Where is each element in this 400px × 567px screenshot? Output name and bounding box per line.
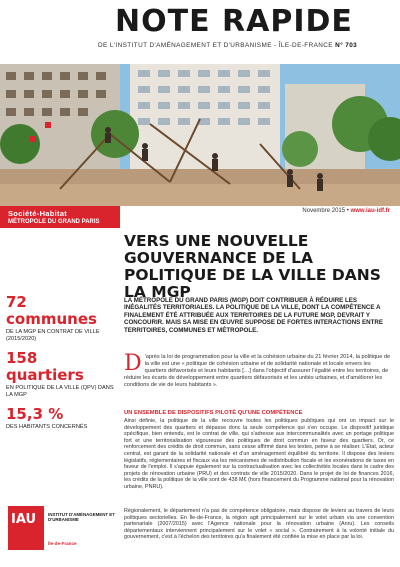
iau-logo — [8, 506, 120, 562]
playground-photo-illustration — [0, 64, 400, 206]
logo-institute-name: INSTITUT D'AMÉNAGEMENT ET D'URBANISME — [48, 512, 115, 523]
key-figure-value: 72 communes — [6, 293, 97, 328]
intro-paragraph — [124, 351, 394, 389]
theme-label: Société-Habitat — [8, 209, 68, 218]
intro-text: 'après la loi de programmation pour la ville et la cohésion urbaine du 21 février 2014, la politique de la ville est une « politique de cohésion urbaine et de solidarité nationale et locale envers les quartiers défavorisés et leurs habitants […] dans l'objectif d'assurer l'égalité entre les territoires, de réduire les écarts de développement entre quartiers défavorisés et les unités urbaines, et d'améliorer les conditions de vie de leurs habitants ». — [124, 354, 391, 388]
publication-title: NOTE RAPIDE — [115, 4, 353, 39]
subtheme-label: MÉTROPOLE DU GRAND PARIS — [8, 219, 100, 225]
key-figure — [6, 294, 118, 342]
date-text: Novembre 2015 — [302, 208, 346, 214]
key-figures — [6, 294, 118, 439]
logo-mark-text: IAU — [11, 512, 37, 527]
logo-mark — [8, 506, 44, 550]
article-headline: VERS UNE NOUVELLE GOUVERNANCE DE LA POLITIQUE DE LA VILLE DANS LA MGP — [124, 232, 381, 301]
key-figure-value: 15,3 % — [6, 405, 64, 424]
masthead — [0, 0, 400, 64]
key-figure-caption: DES HABITANTS CONCERNÉS — [6, 424, 88, 431]
key-figure-caption: DE LA MGP EN CONTRAT DE VILLE (2015/2020) — [6, 329, 100, 342]
subtitle-text: DE L'INSTITUT D'AMÉNAGEMENT ET D'URBANISME - ÎLE-DE-FRANCE — [98, 42, 333, 49]
cover-photo — [0, 64, 400, 206]
publication-subtitle — [98, 42, 398, 49]
key-figure-caption: EN POLITIQUE DE LA VILLE (QPV) DANS LA MGP — [6, 385, 114, 398]
key-figure — [6, 406, 118, 431]
key-figure — [6, 350, 118, 398]
body-paragraph: Ainsi définie, la politique de la ville recouvre toutes les politiques publiques qui ont un impact sur le développement des quartiers et dépasse donc la seule compétence qui s'en occupe. Le dispositif juridique spécifique, bien entendu, est le contrat de ville, qui s'adresse aux intercommunalités avec un portage politique fort et une territorialisation vigoureuse des politiques de droit commun en faveur des quartiers. Or, ce renforcement des crédits de droit commun, sans cesse affirmé dans les textes, peine à se réaliser. L'État, acteur central, est garant de la solidarité nationale et d'un aménagement équilibré du territoire. Il dispose des leviers législatifs, réglementaires et fiscaux via les mécanismes de redistribution fiscale et les exonérations de taxes en faveur de l'emploi. Il s'appuie également sur la contractualisation avec les collectivités locales dans le cadre des projets de rénovation urbaine (PRU) et des contrats de ville 2015/2020. Dans le projet de loi de finances 2016, les crédits de la politique de la ville sont de 438 M€ (hors financement du Programme national pour la rénovation urbaine, PNRU). — [124, 418, 394, 490]
website-link[interactable]: www.iau-idf.fr — [350, 208, 390, 214]
drop-cap: D — [124, 351, 142, 376]
body-paragraph: Régionalement, le département n'a pas de compétence obligatoire, mais dispose de leviers au travers de leurs politiques sectorielles. En Île-de-France, la région agit principalement sur le volet urbain via une convention partenariale (2007/2015) avec l'Agence nationale pour la rénovation urbaine (Anru). Les conseils départementaux interviennent principalement sur le volet « social ». Contrairement à la volonté initiale du gouvernement, c'est à l'échelon des territoires qu'a finalement été confiée la mise en place par la loi. — [124, 508, 394, 541]
section-heading: UN ENSEMBLE DE DISPOSITIFS PILOTÉ QU'UNE COMPÉTENCE — [124, 410, 303, 416]
issue-number: N° 703 — [335, 42, 358, 49]
issue-date: Novembre 2015 • www.iau-idf.fr — [302, 208, 390, 214]
article-lead: LA MÉTROPOLE DU GRAND PARIS (MGP) DOIT CONTRIBUER À RÉDUIRE LES INÉGALITÉS TERRITORIALES. LA POLITIQUE DE LA VILLE, DONT LA COMPÉTENCE A FINALEMENT ÉTÉ ATTRIBUÉE AUX TERRITOIRES DE LA FUTURE MGP, DEVRAIT Y CONCOURIR. MAIS SA MISE EN ŒUVRE SUPPOSE DE FORTES INTERACTIONS ENTRE TERRITOIRES, COMMUNES ET MÉTROPOLE. — [124, 297, 383, 334]
logo-region: île-de-France — [48, 541, 77, 546]
key-figure-value: 158 quartiers — [6, 349, 84, 385]
